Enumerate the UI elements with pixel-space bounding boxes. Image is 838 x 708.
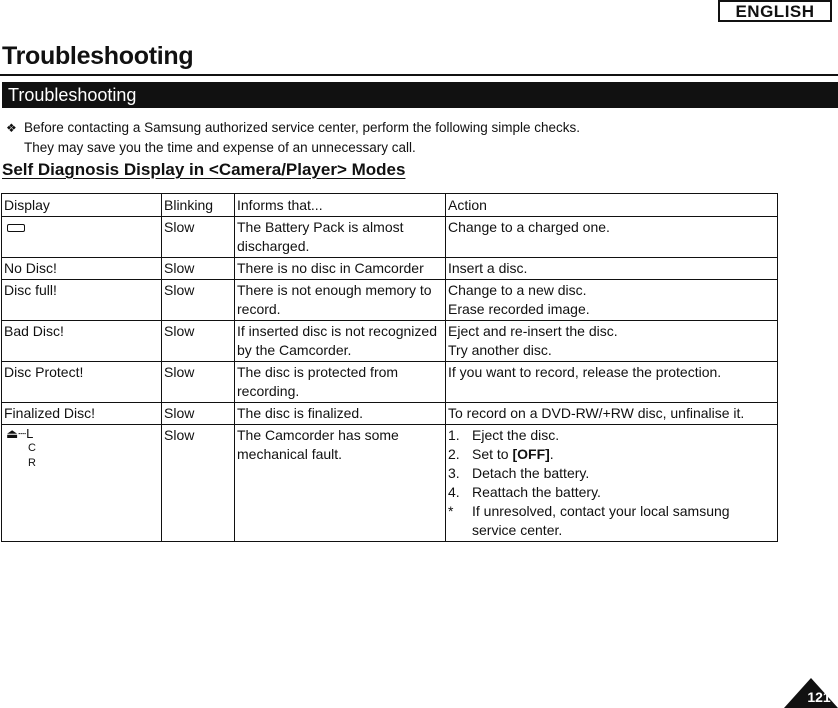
header-display: Display bbox=[2, 194, 162, 217]
blinking-cell: Slow bbox=[162, 321, 235, 362]
table-header-row bbox=[2, 194, 778, 217]
informs-cell: If inserted disc is not recognized by the Camcorder. bbox=[235, 321, 446, 362]
intro-line-1: Before contacting a Samsung authorized service center, perform the following simple checks. bbox=[24, 120, 581, 135]
header-informs: Informs that... bbox=[235, 194, 446, 217]
table-row bbox=[2, 280, 778, 321]
table-row bbox=[2, 217, 778, 258]
display-cell: No Disc! bbox=[2, 258, 162, 280]
display-line: ┈L bbox=[18, 426, 34, 441]
action-cell bbox=[446, 280, 778, 321]
action-cell bbox=[446, 425, 778, 542]
step-text: Detach the battery. bbox=[472, 465, 590, 481]
step-text: Eject the disc. bbox=[472, 427, 560, 443]
blinking-cell: Slow bbox=[162, 403, 235, 425]
list-item bbox=[448, 464, 775, 483]
action-steps bbox=[448, 426, 775, 540]
battery-icon bbox=[7, 224, 25, 232]
step-text-suffix: . bbox=[549, 446, 554, 462]
display-cell bbox=[2, 217, 162, 258]
header-action: Action bbox=[446, 194, 778, 217]
blinking-cell: Slow bbox=[162, 362, 235, 403]
list-item bbox=[448, 502, 775, 540]
action-line: Try another disc. bbox=[448, 342, 552, 358]
action-line: If you want to record, release the protection. bbox=[448, 364, 722, 380]
self-diagnosis-table bbox=[1, 193, 778, 542]
display-cell bbox=[2, 425, 162, 542]
table-row bbox=[2, 362, 778, 403]
action-line: Erase recorded image. bbox=[448, 301, 590, 317]
display-line: C bbox=[28, 442, 36, 454]
display-cell: Finalized Disc! bbox=[2, 403, 162, 425]
step-emphasis: [OFF] bbox=[512, 446, 550, 462]
list-item bbox=[448, 483, 775, 502]
step-marker: 2. bbox=[448, 446, 460, 462]
header-blinking: Blinking bbox=[162, 194, 235, 217]
informs-cell: There is not enough memory to record. bbox=[235, 280, 446, 321]
display-cell: Bad Disc! bbox=[2, 321, 162, 362]
blinking-cell: Slow bbox=[162, 425, 235, 542]
action-cell bbox=[446, 321, 778, 362]
table-heading: Self Diagnosis Display in <Camera/Player> Modes bbox=[2, 160, 406, 179]
action-cell bbox=[446, 258, 778, 280]
intro-line-2: They may save you the time and expense of an unnecessary call. bbox=[24, 140, 416, 155]
action-line: Eject and re-insert the disc. bbox=[448, 323, 618, 339]
step-text: Reattach the battery. bbox=[472, 484, 601, 500]
informs-cell: There is no disc in Camcorder bbox=[235, 258, 446, 280]
intro-note bbox=[6, 118, 580, 157]
display-cell: Disc full! bbox=[2, 280, 162, 321]
title-divider bbox=[0, 74, 838, 76]
language-badge: ENGLISH bbox=[718, 0, 832, 22]
informs-cell: The disc is protected from recording. bbox=[235, 362, 446, 403]
diamond-bullet-icon: ❖ bbox=[6, 121, 17, 135]
table-row bbox=[2, 258, 778, 280]
blinking-cell: Slow bbox=[162, 280, 235, 321]
action-cell bbox=[446, 362, 778, 403]
action-line: Insert a disc. bbox=[448, 260, 528, 276]
page-title: Troubleshooting bbox=[2, 42, 194, 70]
action-cell bbox=[446, 217, 778, 258]
step-text: Set to bbox=[472, 446, 513, 462]
display-cell: Disc Protect! bbox=[2, 362, 162, 403]
step-text: If unresolved, contact your local samsung service center. bbox=[472, 503, 730, 538]
step-marker: 4. bbox=[448, 484, 460, 500]
informs-cell: The Camcorder has some mechanical fault. bbox=[235, 425, 446, 542]
display-line: R bbox=[28, 457, 36, 469]
blinking-cell: Slow bbox=[162, 217, 235, 258]
blinking-cell: Slow bbox=[162, 258, 235, 280]
eject-icon: ⏏ bbox=[6, 426, 19, 441]
table-row bbox=[2, 403, 778, 425]
table-row bbox=[2, 425, 778, 542]
action-cell bbox=[446, 403, 778, 425]
list-item bbox=[448, 445, 775, 464]
action-line: Change to a charged one. bbox=[448, 219, 610, 235]
section-title-bar: Troubleshooting bbox=[2, 82, 838, 108]
table-row bbox=[2, 321, 778, 362]
list-item bbox=[448, 426, 775, 445]
informs-cell: The Battery Pack is almost discharged. bbox=[235, 217, 446, 258]
action-line: To record on a DVD-RW/+RW disc, unfinalise it. bbox=[448, 405, 745, 421]
action-line: Change to a new disc. bbox=[448, 282, 587, 298]
informs-cell: The disc is finalized. bbox=[235, 403, 446, 425]
page-number: 121 bbox=[807, 689, 831, 705]
step-marker: 1. bbox=[448, 427, 460, 443]
step-marker: 3. bbox=[448, 465, 460, 481]
step-marker: * bbox=[448, 503, 454, 519]
